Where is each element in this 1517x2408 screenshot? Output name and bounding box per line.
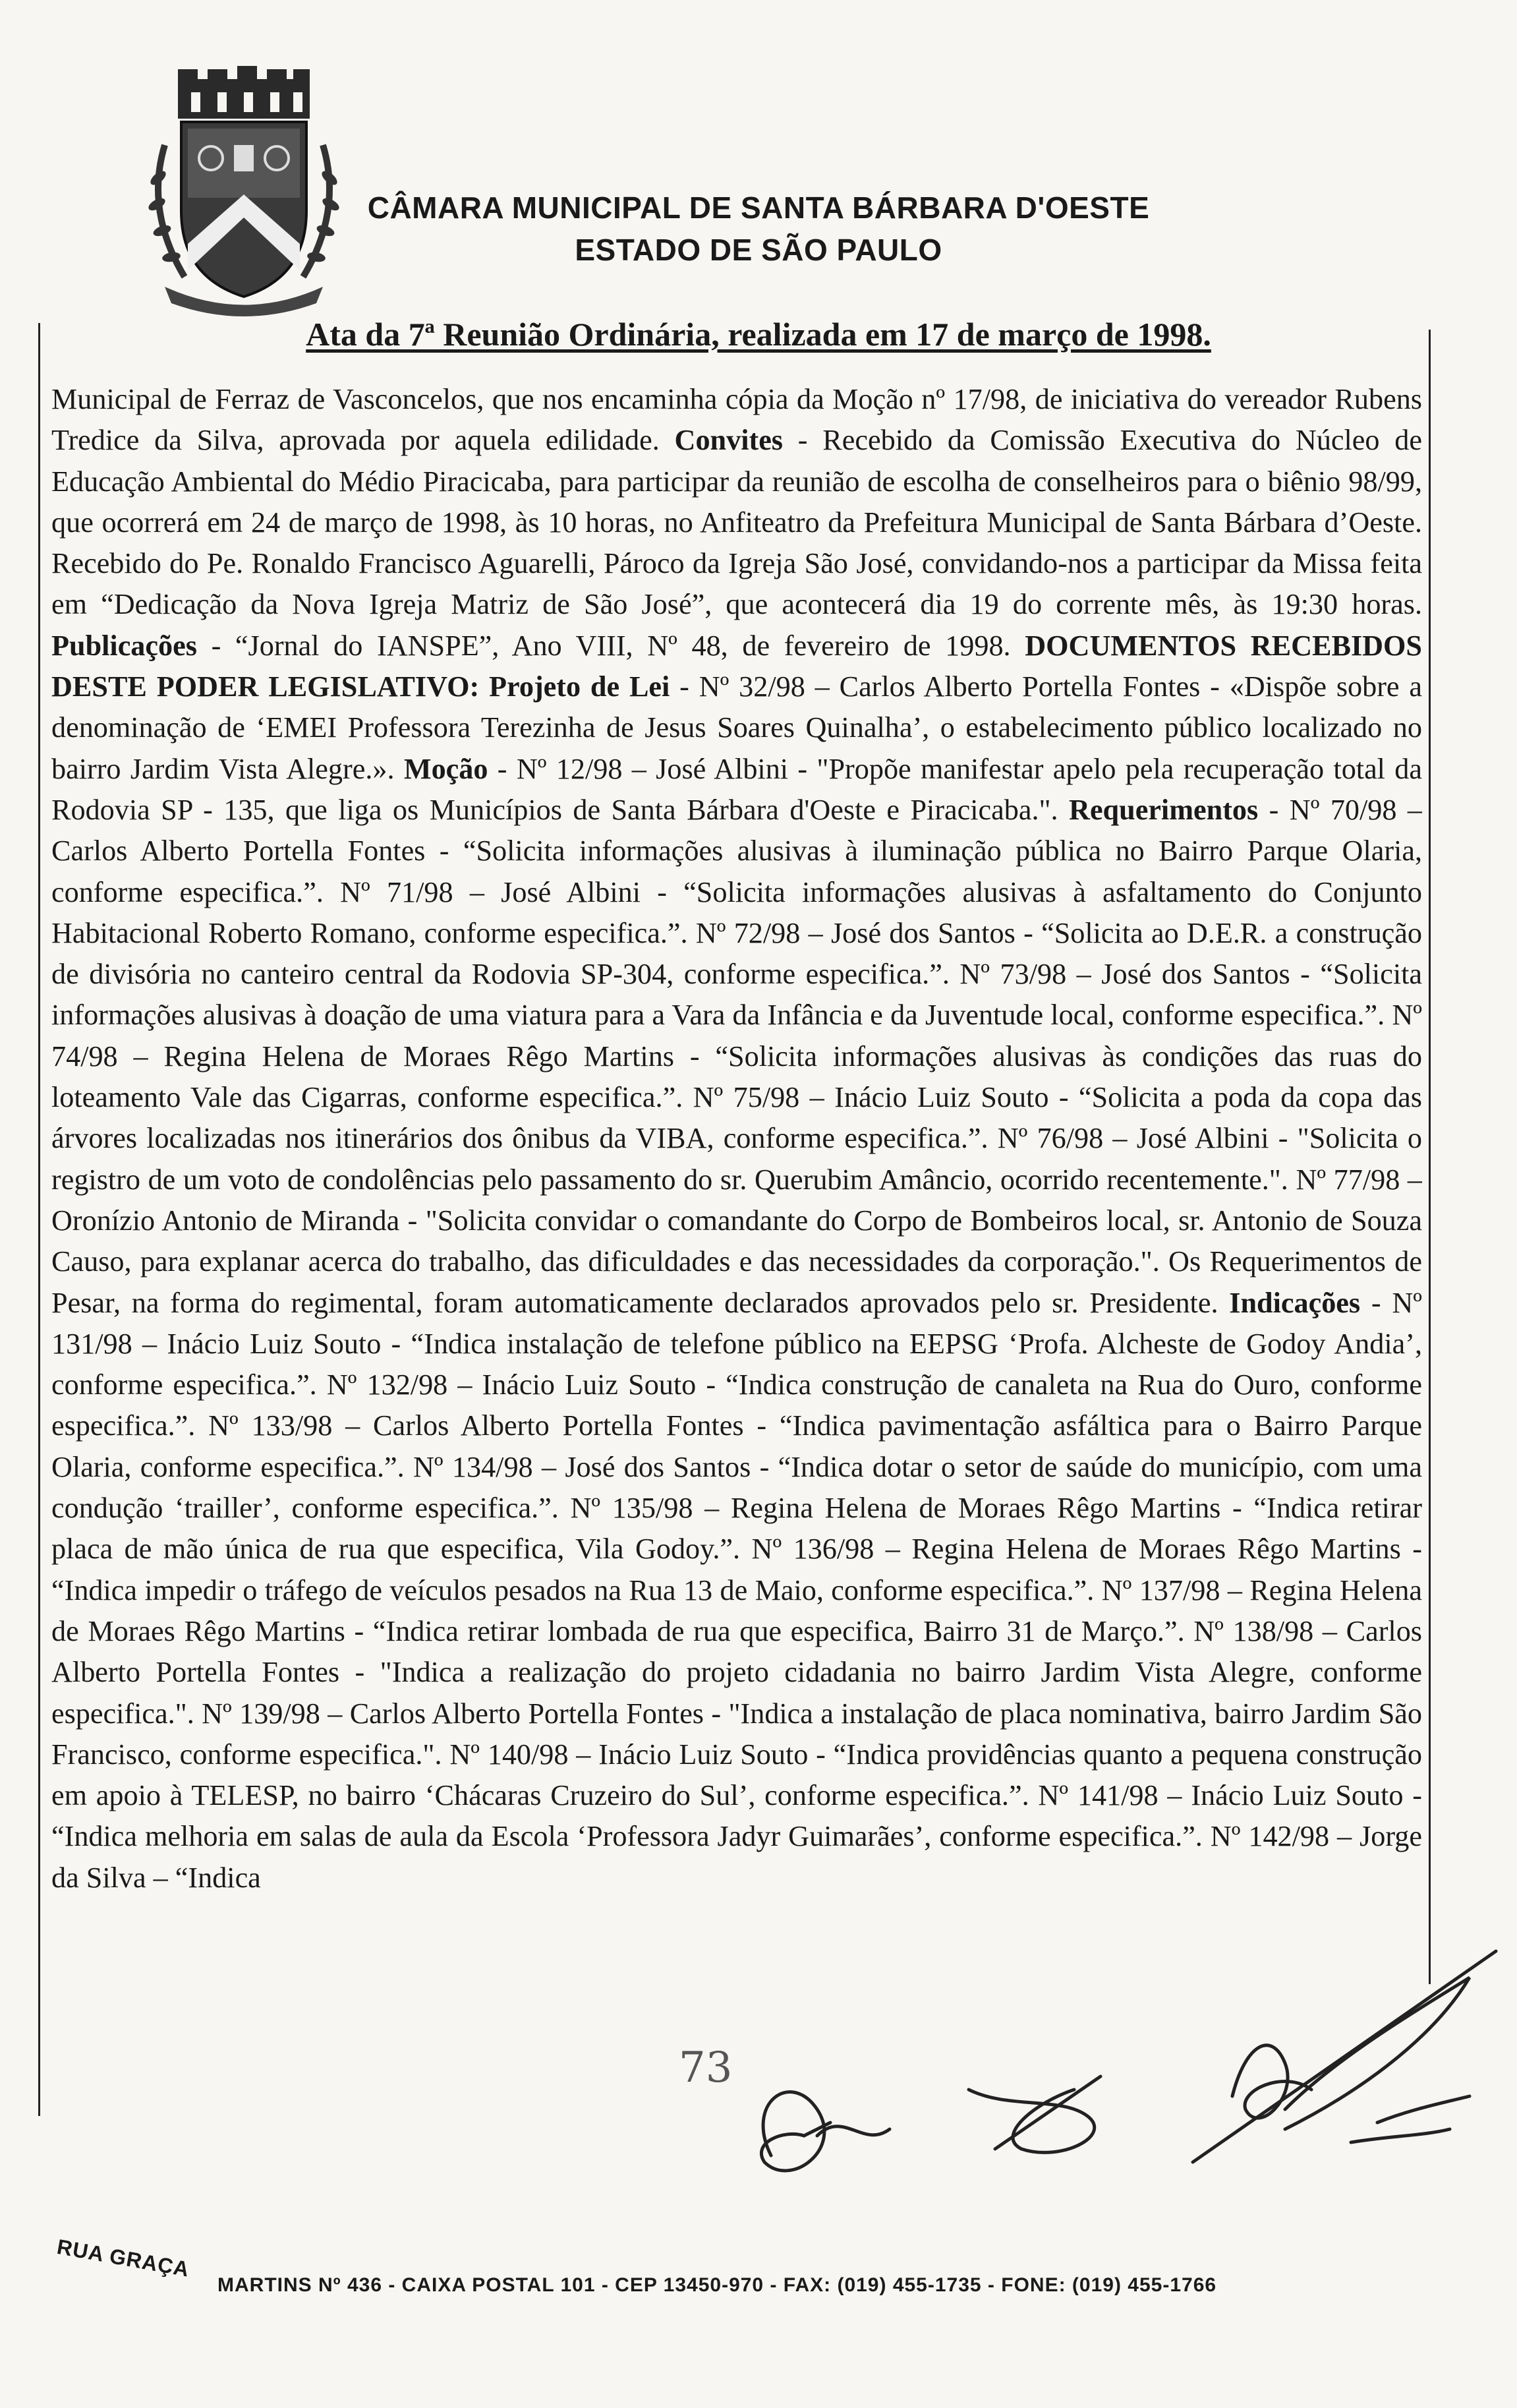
- body-paragraph-3: - “Jornal do IANSPE”, Ano VIII, Nº 48, de fevereiro de 1998.: [196, 629, 1025, 662]
- footer-address: [55, 2235, 1443, 2314]
- body-paragraph-4: - Nº 32/98 – Carlos Alberto Portella Fontes - «Dispõe sobre a denominação de ‘EMEI Professora Terezinha de Jesus Soares Quinalha’, o estabelecimento público localizado no bairro Jardim Vista Alegre.».: [51, 670, 1422, 785]
- right-margin-rule: [1429, 330, 1431, 1984]
- documentos-heading: DOCUMENTOS RECEBIDOS DESTE PODER LEGISLATIVO: Projeto de Lei: [51, 629, 1422, 703]
- body-paragraph-7: - Nº 131/98 – Inácio Luiz Souto - “Indica instalação de telefone público na EEPSG ‘Profa. Alcheste de Godoy Andia’, conforme especifica.”. Nº 132/98 – Inácio Luiz Souto - “Indica construção de canaleta na Rua do Ouro, conforme especifica.”. Nº 133/98 – Carlos Alberto Portella Fontes - “Indica pavimentação asfáltica para o Bairro Parque Olaria, conforme especifica.”. Nº 134/98 – José dos Santos - “Indica dotar o setor de saúde do município, com uma condução ‘trailler’, conforme especifica.”. Nº 135/98 – Regina Helena de Moraes Rêgo Martins - “Indica retirar placa de mão única de rua que especifica, Vila Godoy.”. Nº 136/98 – Regina Helena de Moraes Rêgo Martins - “Indica impedir o tráfego de veículos pesados na Rua 13 de Maio, conforme especifica.”. Nº 137/98 – Regina Helena de Moraes Rêgo Martins - “Indica retirar lombada de rua que especifica, Bairro 31 de Março.”. Nº 138/98 – Carlos Alberto Portella Fontes - "Indica a realização do projeto cidadania no bairro Jardim Vista Alegre, conforme especifica.". Nº 139/98 – Carlos Alberto Portella Fontes - "Indica a instalação de placa nominativa, bairro Jardim São Francisco, conforme especifica.". Nº 140/98 – Inácio Luiz Souto - “Indica providências quanto a pequena construção em apoio à TELESP, no bairro ‘Chácaras Cruzeiro do Sul’, conforme especifica.”. Nº 141/98 – Inácio Luiz Souto - “Indica melhoria em salas de aula da Escola ‘Professora Jadyr Guimarães’, conforme especifica.”. Nº 142/98 – Jorge da Silva – “Indica: [51, 1286, 1422, 1894]
- page-title: Ata da 7ª Reunião Ordinária, realizada em 17 de março de 1998.: [306, 316, 1211, 353]
- minutes-body: [51, 379, 1422, 2040]
- org-state: ESTADO DE SÃO PAULO: [575, 233, 942, 267]
- handwritten-signatures-icon: [692, 1938, 1509, 2281]
- footer-contact: MARTINS Nº 436 - CAIXA POSTAL 101 - CEP 13450-970 - FAX: (019) 455-1735 - FONE: (019) 455-1766: [217, 2274, 1217, 2296]
- page-number: 73: [679, 2043, 733, 2092]
- body-paragraph-2: - Recebido da Comissão Executiva do Núcleo de Educação Ambiental do Médio Piracicaba, para participar da reunião de escolha de conselheiros para o biênio 98/99, que ocorrerá em 24 de março de 1998, às 10 horas, no Anfiteatro da Prefeitura Municipal de Santa Bárbara d’Oeste. Recebido do Pe. Ronaldo Francisco Aguarelli, Pároco da Igreja São José, convidando-nos a participar da Missa feita em “Dedicação da Nova Igreja Matriz de São José”, que acontecerá dia 19 do corrente mês, às 19:30 horas.: [51, 424, 1422, 621]
- org-name: CÂMARA MUNICIPAL DE SANTA BÁRBARA D'OESTE: [367, 191, 1150, 225]
- publicacoes-heading: Publicações: [51, 629, 197, 662]
- mocao-heading: Moção: [403, 752, 488, 785]
- body-paragraph-5: - Nº 12/98 – José Albini - "Propõe manifestar apelo pela recuperação total da Rodovia SP - 135, que liga os Municípios de Santa Bárbara d'Oeste e Piracicaba.".: [51, 752, 1422, 826]
- body-paragraph-1: Municipal de Ferraz de Vasconcelos, que nos encaminha cópia da Moção nº 17/98, de iniciativa do vereador Rubens Tredice da Silva, aprovada por aquela edilidade.: [51, 383, 1422, 457]
- body-paragraph-6: - Nº 70/98 – Carlos Alberto Portella Fontes - “Solicita informações alusivas à iluminação pública no Bairro Parque Olaria, conforme especifica.”. Nº 71/98 – José Albini - “Solicita informações alusivas à asfaltamento do Conjunto Habitacional Roberto Romano, conforme especifica.”. Nº 72/98 – José dos Santos - “Solicita ao D.E.R. a construção de divisória no canteiro central da Rodovia SP-304, conforme especifica.”. Nº 73/98 – José dos Santos - “Solicita informações alusivas à doação de uma viatura para a Vara da Infância e da Juventude local, conforme especifica.”. Nº 74/98 – Regina Helena de Moraes Rêgo Martins - “Solicita informações alusivas às condições das ruas do loteamento Vale das Cigarras, conforme especifica.”. Nº 75/98 – Inácio Luiz Souto - “Solicita a poda da copa das árvores localizadas nos itinerários dos ônibus da VIBA, conforme especifica.”. Nº 76/98 – José Albini - "Solicita o registro de um voto de condolências pelo passamento do sr. Querubim Amâncio, ocorrido recentemente.". Nº 77/98 – Oronízio Antonio de Miranda - "Solicita convidar o comandante do Corpo de Bombeiros local, sr. Antonio de Souza Causo, para explanar acerca do trabalho, das dificuldades e das necessidades da corporação.". Os Requerimentos de Pesar, na forma do regimental, foram automaticamente declarados aprovados pelo sr. Presidente.: [51, 793, 1422, 1319]
- left-margin-rule: [38, 323, 40, 2116]
- convites-heading: Convites: [674, 424, 784, 457]
- footer-street: RUA GRAÇA: [55, 2235, 192, 2281]
- requerimentos-heading: Requerimentos: [1069, 793, 1259, 826]
- indicacoes-heading: Indicações: [1229, 1286, 1361, 1319]
